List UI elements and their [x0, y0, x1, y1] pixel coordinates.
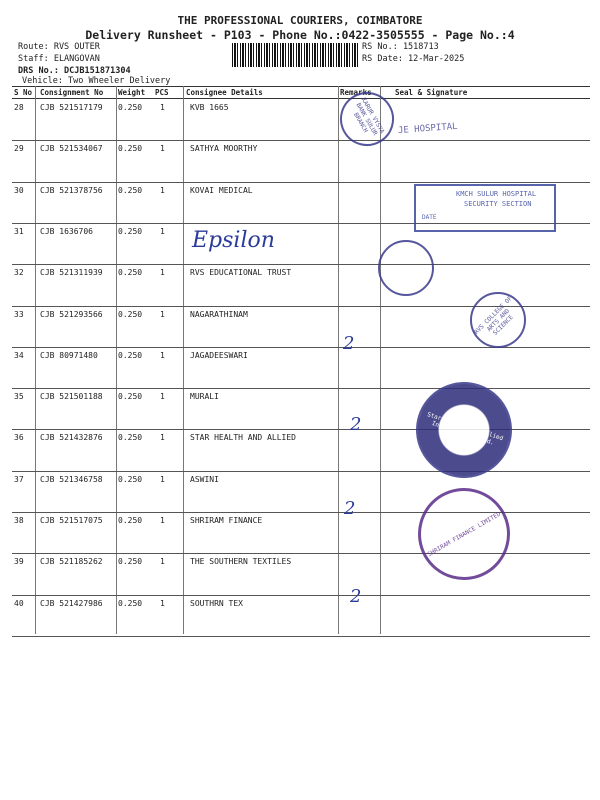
row-pcs: 1 [160, 309, 165, 319]
row-divider [12, 595, 590, 596]
row-pcs: 1 [160, 144, 165, 154]
row-pcs: 1 [160, 350, 165, 360]
staff-label: Staff: ELANGOVAN [18, 54, 100, 64]
row-pcs: 1 [160, 598, 165, 608]
row-cno: CJB 80971480 [40, 350, 98, 360]
row-sno: 38 [14, 516, 24, 525]
company-title: THE PROFESSIONAL COURIERS, COIMBATORE [177, 14, 423, 27]
col-sno: S No [14, 88, 33, 97]
row-cno: CJB 521185262 [40, 557, 103, 567]
col-weight: Weight [118, 88, 146, 97]
row-weight: 0.250 [118, 392, 143, 402]
handwritten-epsilon: Epsilon [192, 228, 275, 253]
row-pcs: 1 [160, 474, 165, 484]
route-label: Route: RVS OUTER [18, 42, 100, 52]
row-sno: 31 [14, 226, 24, 236]
handwritten-2: 2 [350, 586, 362, 607]
row-sno: 35 [14, 392, 24, 402]
row-pcs: 1 [160, 392, 165, 402]
col-consignment: Consignment No [40, 88, 104, 97]
runsheet-subtitle: Delivery Runsheet - P103 - Phone No.:0422-3505555 - Page No.:4 [85, 28, 515, 42]
row-weight: 0.250 [118, 144, 143, 154]
row-weight: 0.250 [118, 226, 143, 236]
col-remarks: Remarks [340, 88, 372, 97]
row-pcs: 1 [160, 268, 165, 278]
row-consignee: SHRIRAM FINANCE [190, 516, 263, 525]
row-cno: CJB 521517179 [40, 103, 103, 112]
row-weight: 0.250 [118, 103, 143, 112]
row-sno: 40 [14, 598, 24, 608]
row-consignee: KOVAI MEDICAL [190, 185, 253, 195]
row-cno: CJB 521311939 [40, 268, 103, 278]
row-weight: 0.250 [118, 433, 143, 443]
row-cno: CJB 521432876 [40, 433, 103, 443]
row-sno: 33 [14, 309, 24, 319]
row-weight: 0.250 [118, 474, 143, 484]
row-consignee: STAR HEALTH AND ALLIED [190, 433, 296, 443]
col-consignee: Consignee Details [186, 88, 263, 97]
row-consignee: SATHYA MOORTHY [190, 144, 258, 154]
row-pcs: 1 [160, 557, 165, 567]
row-pcs: 1 [160, 516, 165, 525]
row-weight: 0.250 [118, 516, 143, 525]
row-divider [12, 636, 590, 637]
row-sno: 29 [14, 144, 24, 154]
kmch-stamp-name: KMCH SULUR HOSPITAL [456, 190, 537, 198]
hospital-stamp: JE HOSPITAL [397, 121, 458, 137]
rvs-college-stamp: RVS COLLEGE OF ARTS AND SCIENCE [458, 280, 537, 359]
row-divider [12, 140, 590, 141]
row-cno: CJB 1636706 [40, 226, 93, 236]
row-divider [12, 471, 590, 472]
round-stamp-1 [378, 240, 434, 296]
star-health-stamp: Star Health and Allied Insurance Co. Ltd. [404, 370, 525, 491]
row-divider [12, 182, 590, 183]
row-pcs: 1 [160, 103, 165, 112]
row-consignee: THE SOUTHERN TEXTILES [190, 557, 292, 567]
row-weight: 0.250 [118, 598, 143, 608]
row-cno: CJB 521427986 [40, 598, 103, 608]
handwritten-2: 2 [350, 414, 362, 435]
kmch-stamp-date: DATE [422, 214, 437, 221]
row-consignee: ASWINI [190, 474, 219, 484]
row-weight: 0.250 [118, 268, 143, 278]
drs-label: DRS No.: DCJB151871304 [18, 66, 131, 76]
row-consignee: MURALI [190, 392, 219, 402]
row-cno: CJB 521501188 [40, 392, 103, 402]
row-consignee: SOUTHRN TEX [190, 598, 243, 608]
handwritten-2: 2 [344, 498, 356, 519]
row-pcs: 1 [160, 185, 165, 195]
row-weight: 0.250 [118, 185, 143, 195]
row-sno: 28 [14, 103, 24, 112]
kvb-stamp: KARUR VYSYA BANK SULUR BRANCH [330, 82, 404, 156]
kmch-stamp [414, 184, 556, 232]
row-divider [12, 388, 590, 389]
shriram-stamp: SHRIRAM FINANCE LIMITED [401, 471, 527, 597]
row-sno: 32 [14, 268, 24, 278]
handwritten-2: 2 [343, 333, 355, 354]
row-consignee: JAGADEESWARI [190, 350, 248, 360]
row-divider [12, 264, 590, 265]
kmch-stamp-section: SECURITY SECTION [464, 200, 532, 208]
row-cno: CJB 521346758 [40, 474, 103, 484]
row-consignee: RVS EDUCATIONAL TRUST [190, 268, 292, 278]
row-cno: CJB 521517075 [40, 516, 103, 525]
row-weight: 0.250 [118, 557, 143, 567]
col-pcs: PCS [155, 88, 169, 97]
col-seal: Seal & Signature [395, 88, 468, 97]
barcode [232, 43, 360, 67]
row-sno: 30 [14, 185, 24, 195]
row-pcs: 1 [160, 433, 165, 443]
row-sno: 36 [14, 433, 24, 443]
row-cno: CJB 521293566 [40, 309, 103, 319]
row-weight: 0.250 [118, 350, 143, 360]
vehicle-label: Vehicle: Two Wheeler Delivery [22, 76, 171, 86]
row-sno: 34 [14, 350, 24, 360]
row-cno: CJB 521378756 [40, 185, 103, 195]
row-pcs: 1 [160, 226, 165, 236]
row-consignee: KVB 1665 [190, 103, 229, 112]
row-cno: CJB 521534067 [40, 144, 103, 154]
row-sno: 39 [14, 557, 24, 567]
row-consignee: NAGARATHINAM [190, 309, 248, 319]
row-sno: 37 [14, 474, 24, 484]
rs-number: RS No.: 1518713 [362, 42, 439, 52]
rs-date: RS Date: 12-Mar-2025 [362, 54, 465, 64]
row-weight: 0.250 [118, 309, 143, 319]
